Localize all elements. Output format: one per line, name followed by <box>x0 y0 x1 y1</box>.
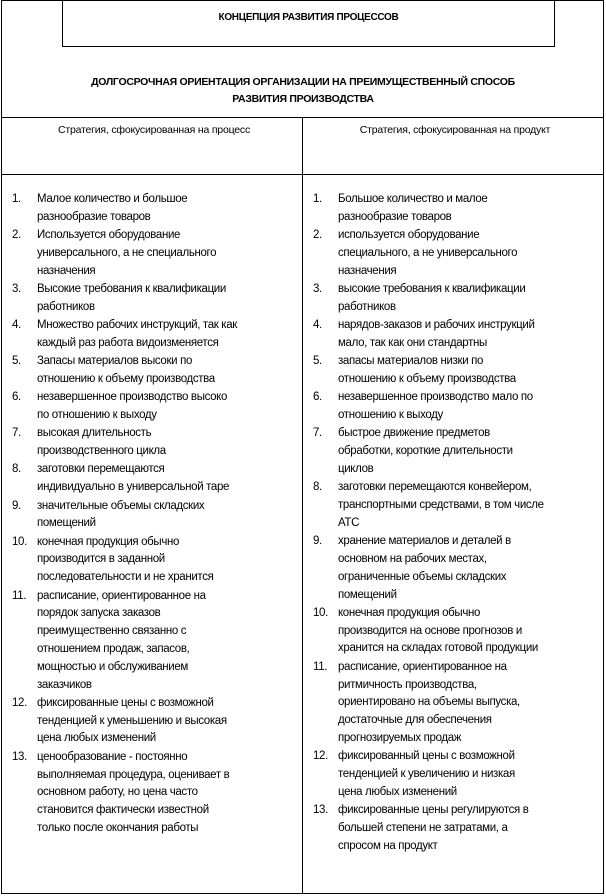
item-text-line: разнообразие товаров <box>37 210 151 223</box>
product-strategy-list <box>313 191 596 856</box>
item-number: 4. <box>12 319 21 332</box>
item-text-line: фиксированные цены регулируются в <box>338 804 529 817</box>
item-text-line: индивидуально в универсальной таре <box>37 481 230 494</box>
item-text-line: только после окончания работы <box>37 821 199 834</box>
item-text-line: тенденцией к увеличению и низкая <box>338 768 515 780</box>
item-text-line: конечная продукция обычно <box>338 606 481 619</box>
item-text-line: фиксированные цены с возможной <box>37 696 214 709</box>
item-text-line: назначения <box>37 264 96 277</box>
item-text-line: расписание, ориентированное на <box>338 660 507 673</box>
list-item <box>313 353 596 389</box>
list-item <box>313 317 596 353</box>
list-item <box>313 659 596 748</box>
item-text-line: каждый раз работа видоизменяется <box>37 336 219 349</box>
item-text-line: фиксированный цены с возможной <box>338 750 515 763</box>
item-number: 5. <box>12 355 21 368</box>
list-item <box>12 588 292 695</box>
item-text-line: отношению к выходу <box>338 409 443 422</box>
item-text-line: Малое количество и большое <box>37 193 188 205</box>
item-number: 13. <box>12 750 27 763</box>
item-text-line: незавершенное производство высоко <box>37 391 228 404</box>
column-header-process: Стратегия, сфокусированная на процесс <box>57 124 251 136</box>
item-text-line: разнообразие товаров <box>338 210 452 223</box>
item-text-line: работников <box>37 300 95 313</box>
list-item <box>12 281 292 317</box>
item-text-line: мало, так как они стандартны <box>338 336 487 349</box>
list-item <box>12 191 292 227</box>
item-text-line: ограниченные объемы складских <box>338 570 507 583</box>
item-number: 10. <box>313 606 328 619</box>
item-number: 8. <box>313 481 322 494</box>
item-number: 2. <box>12 229 21 242</box>
list-item <box>313 479 596 532</box>
item-text-line: спросом на продукт <box>338 839 438 852</box>
list-item <box>12 389 292 425</box>
item-text-line: достаточные для обеспечения <box>338 714 492 727</box>
item-text-line: АТС <box>338 516 360 529</box>
item-number: 7. <box>313 427 322 440</box>
list-item <box>12 317 292 353</box>
item-text-line: незавершенное производство мало по <box>338 391 533 404</box>
item-text-line: отношением продаж, запасов, <box>37 642 190 655</box>
item-text-line: производится на основе прогнозов и <box>338 624 522 637</box>
item-text-line: расписание, ориентированное на <box>37 589 206 602</box>
item-text-line: цена любых изменений <box>37 732 156 745</box>
list-item <box>12 425 292 461</box>
item-number: 6. <box>12 391 21 404</box>
list-item <box>313 191 596 227</box>
item-text-line: транспортными средствами, в том числе <box>338 499 544 512</box>
item-text-line: отношению к объему производства <box>338 372 516 385</box>
list-item <box>313 802 596 855</box>
item-text-line: конечная продукция обычно <box>37 535 180 548</box>
list-item <box>313 425 596 478</box>
item-text-line: Большое количество и малое <box>338 193 488 205</box>
column-header-product: Стратегия, сфокусированная на продукт <box>359 124 551 136</box>
item-text-line: высокая длительность <box>37 427 152 440</box>
item-text-line: Множество рабочих инструкций, так как <box>37 319 237 332</box>
item-text-line: заготовки перемещаются <box>37 463 165 476</box>
item-number: 7. <box>12 427 21 440</box>
item-text-line: быстрое движение предметов <box>338 427 490 440</box>
column-divider <box>302 118 303 894</box>
item-text-line: используется оборудование <box>338 229 480 242</box>
list-item <box>12 353 292 389</box>
item-number: 12. <box>12 696 27 709</box>
item-text-line: универсального, а не специального <box>37 246 217 259</box>
item-text-line: порядок запуска заказов <box>37 607 161 620</box>
item-number: 1. <box>313 193 322 205</box>
list-item <box>313 227 596 280</box>
item-text-line: назначения <box>338 264 397 277</box>
list-item <box>12 461 292 497</box>
item-number: 9. <box>12 499 21 512</box>
item-text-line: выполняемая процедура, оценивает в <box>37 768 230 781</box>
subtitle-line-2: РАЗВИТИЯ ПРОИЗВОДСТВА <box>232 93 374 105</box>
item-number: 12. <box>313 750 328 763</box>
item-text-line: по отношению к выходу <box>37 409 157 422</box>
item-text-line: Высокие требования к квалификации <box>37 282 226 295</box>
item-text-line: работников <box>338 300 396 313</box>
item-text-line: ритмичность производства, <box>338 678 477 691</box>
item-text-line: производственного цикла <box>37 445 166 458</box>
list-item <box>12 695 292 748</box>
item-text-line: запасы материалов низки по <box>338 355 484 368</box>
item-number: 3. <box>12 282 21 295</box>
subtitle-line-1: ДОЛГОСРОЧНАЯ ОРИЕНТАЦИЯ ОРГАНИЗАЦИИ НА ПРЕИМУЩЕСТВЕННЫЙ СПОСОБ <box>91 76 515 88</box>
item-text-line: хранится на складах готовой продукции <box>338 642 538 655</box>
item-text-line: тенденцией к уменьшению и высокая <box>37 714 227 727</box>
item-text-line: помещений <box>338 588 397 601</box>
item-text-line: нарядов-заказов и рабочих инструкций <box>338 319 535 332</box>
item-text-line: заказчиков <box>37 678 92 691</box>
list-item <box>313 281 596 317</box>
item-text-line: прогнозируемых продаж <box>338 731 462 744</box>
item-text-line: специального, а не универсального <box>338 246 518 259</box>
item-text-line: ценообразование - постоянно <box>37 750 188 763</box>
item-number: 11. <box>12 589 27 602</box>
item-text-line: большей степени не затратами, а <box>338 821 508 834</box>
item-text-line: Запасы материалов высоки по <box>37 355 192 368</box>
list-item <box>313 605 596 658</box>
item-text-line: производится в заданной <box>37 553 165 566</box>
item-text-line: значительные объемы складских <box>37 499 205 512</box>
item-text-line: заготовки перемещаются конвейером, <box>338 481 532 494</box>
item-number: 5. <box>313 355 322 368</box>
list-item <box>12 534 292 587</box>
item-number: 2. <box>313 229 322 242</box>
item-text-line: Используется оборудование <box>37 229 181 242</box>
process-strategy-list <box>12 191 292 838</box>
item-number: 13. <box>313 804 328 817</box>
item-text-line: последовательности и не хранится <box>37 571 214 584</box>
list-item <box>12 498 292 534</box>
item-number: 9. <box>313 535 322 548</box>
item-text-line: становится фактически известной <box>37 804 209 817</box>
item-number: 1. <box>12 193 21 205</box>
list-item <box>12 227 292 280</box>
list-item <box>313 533 596 604</box>
item-number: 6. <box>313 391 322 404</box>
item-number: 10. <box>12 535 27 548</box>
item-number: 4. <box>313 319 322 332</box>
item-text-line: мощностью и обслуживанием <box>37 660 188 673</box>
document-title: КОНЦЕПЦИЯ РАЗВИТИЯ ПРОЦЕССОВ <box>62 0 555 47</box>
item-text-line: циклов <box>338 462 374 475</box>
document-subtitle <box>20 74 586 108</box>
list-item <box>313 748 596 801</box>
item-text-line: преимущественно связанно с <box>37 625 187 638</box>
item-text-line: ориентировано на объемы выпуска, <box>338 696 520 709</box>
item-number: 11. <box>313 660 328 673</box>
list-item <box>12 749 292 838</box>
item-text-line: цена любых изменений <box>338 785 457 798</box>
item-text-line: помещений <box>37 517 96 530</box>
item-text-line: обработки, короткие длительности <box>338 445 513 458</box>
list-item <box>313 389 596 425</box>
item-text-line: основном на рабочих местах, <box>338 552 487 565</box>
item-number: 3. <box>313 282 322 295</box>
item-text-line: отношению к объему производства <box>37 372 215 385</box>
item-text-line: хранение материалов и деталей в <box>338 535 511 548</box>
item-text-line: основном работу, но цена часто <box>37 786 198 799</box>
item-number: 8. <box>12 463 21 476</box>
item-text-line: высокие требования к квалификации <box>338 282 526 295</box>
